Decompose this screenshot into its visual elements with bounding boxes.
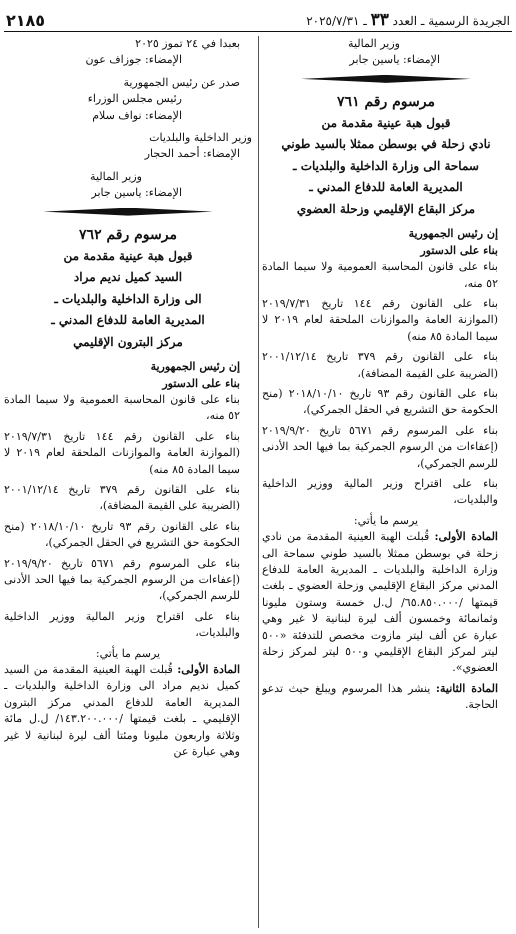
signature-yassin-jaber: الإمضاء: ياسين جابر	[349, 53, 440, 67]
decree-761-recital: بناء على القانون رقم ١٤٤ تاريخ ٢٠١٩/٧/٣١ (الموازنة العامة والموازنات الملحقة لعام ٢٠١٩ لا سيما المادة ٨٥ منه)	[262, 296, 498, 343]
article-1-label: المادة الأولى:	[177, 663, 240, 677]
decree-761-subject-line: نادي زحلة في بوسطن ممثلا بالسيد طوني	[281, 137, 491, 152]
decree-762-constitution: بناء على الدستور	[162, 376, 240, 390]
decree-761-recital: بناء على اقتراح وزير المالية ووزير الداخلية والبلديات،	[262, 477, 498, 507]
minister-finance-title: وزير المالية	[90, 169, 142, 183]
decree-761-subject-line: المديرية العامة للدفاع المدني ـ	[309, 180, 463, 195]
decree-762-subject-line: السيد كميل نديم مراد	[73, 270, 183, 285]
decree-762-article-1	[4, 662, 252, 760]
column-divider	[258, 36, 259, 928]
signature-joseph-aoun: الإمضاء: جوزاف عون	[85, 53, 182, 67]
decree-762-president: إن رئيس الجمهورية	[150, 360, 240, 374]
issue-date: ـ ٢٠٢٥/٧/٣١	[306, 14, 367, 28]
header-rule	[4, 31, 512, 32]
signature-yassin-jaber: الإمضاء: ياسين جابر	[91, 186, 182, 200]
decree-762-subject-line: الى وزارة الداخلية والبلديات ـ	[54, 291, 202, 306]
signature-nawaf-salam: الإمضاء: نواف سلام	[92, 108, 182, 122]
section-divider-ornament	[301, 75, 471, 83]
prime-minister-title: رئيس مجلس الوزراء	[87, 92, 182, 106]
decree-761-subject-line: قبول هبة عينية مقدمة من	[321, 115, 451, 130]
article-1-text: قُبلت الهبة العينية المقدمة من نادي زحلة في بوسطن ممثلا بالسيد طوني سماحة الى وزارة الداخلية والبلديات ـ المديرية العامة للدفاع المدني مركز البقاع الإقليمي وزحلة العضوي ـ بلغت قيمتها /٦٥.٨٥٠.٠٠٠/ ل.ل خمسة وستون مليونا وثمانمائة وخمسون ألف ليرة لبنانية لا غير وهي عبارة عن ألف ليتر مازوت مخصص للتدفئة «٥٠٠ ليتر لمركز البقاع الإقليمي و٥٠٠ ليتر لمركز زحلة العضوي».	[262, 530, 498, 675]
journal-masthead	[306, 10, 510, 30]
place-date: بعبدا في ٢٤ تموز ٢٠٢٥	[135, 37, 240, 50]
minister-finance-title: وزير المالية	[348, 37, 400, 50]
decree-761-constitution: بناء على الدستور	[420, 243, 498, 257]
decree-762-subject-line: المديرية العامة للدفاع المدني ـ	[51, 313, 205, 328]
article-1-text: قُبلت الهبة العينية المقدمة من السيد كميل نديم مراد الى وزارة الداخلية والبلديات ـ المديرية العامة للدفاع المدني مركز البترون الإقليمي ـ بلغت قيمتها /١٤٣.٢٠٠.٠٠٠/ ل.ل مائة وثلاثة واربعون مليونا ومئتا ألف ليرة لبنانية لا غير وهي عبارة عن	[4, 663, 241, 759]
left-column	[4, 36, 252, 926]
decree-762-subject-line: مركز البترون الإقليمي	[73, 334, 183, 349]
article-2-text: ينشر هذا المرسوم ويبلغ حيث تدعو الحاجة.	[262, 681, 498, 712]
page-header	[6, 4, 510, 30]
decree-762-recital: بناء على اقتراح وزير المالية ووزير الداخلية والبلديات،	[4, 609, 240, 640]
issued-by-president: صدر عن رئيس الجمهورية	[123, 75, 240, 89]
decree-761-decrees-following: يرسم ما يأتي:	[353, 513, 419, 527]
decree-761-recital: بناء على قانون المحاسبة العمومية ولا سيما المادة ٥٢ منه،	[262, 260, 498, 290]
decree-761-recital: بناء على القانون رقم ٩٣ تاريخ ٢٠١٨/١٠/١٠ (منح الحكومة حق التشريع في الحقل الجمركي)،	[262, 386, 498, 417]
issue-number: ٣٣	[370, 10, 389, 30]
decree-762-recital: بناء على القانون رقم ٩٣ تاريخ ٢٠١٨/١٠/١٠ (منح الحكومة حق التشريع في الحقل الجمركي)،	[4, 519, 240, 550]
decree-761-recital: بناء على القانون رقم ٣٧٩ تاريخ ٢٠٠١/١٢/١٤ (الضريبة على القيمة المضافة)،	[262, 350, 498, 380]
decree-762-recital: بناء على قانون المحاسبة العمومية ولا سيما المادة ٥٢ منه،	[4, 392, 240, 423]
decree-762-recital: بناء على المرسوم رقم ٥٦٧١ تاريخ ٢٠١٩/٩/٢٠ (إعفاءات من الرسوم الجمركية بما فيها الحد الأدنى للرسم الجمركي)،	[4, 556, 240, 603]
decree-761-title: مرسوم رقم ٧٦١	[337, 93, 435, 110]
decree-762-decrees-following: يرسم ما يأتي:	[95, 646, 161, 660]
decree-762-title: مرسوم رقم ٧٦٢	[79, 226, 177, 243]
page-number: ٢١٨٥	[6, 11, 46, 30]
decree-762-recital: بناء على القانون رقم ٣٧٩ تاريخ ٢٠٠١/١٢/١٤ (الضريبة على القيمة المضافة)،	[4, 483, 240, 513]
decree-761-article-2	[262, 681, 510, 714]
decree-762-subject-line: قبول هبة عينية مقدمة من	[63, 248, 193, 263]
minister-interior-title: وزير الداخلية والبلديات	[149, 131, 252, 145]
decree-761-subject-line: مركز البقاع الإقليمي وزحلة العضوي	[296, 201, 476, 216]
decree-761-president: إن رئيس الجمهورية	[408, 227, 498, 241]
article-2-label: المادة الثانية:	[435, 681, 498, 695]
decree-762-recital: بناء على القانون رقم ١٤٤ تاريخ ٢٠١٩/٧/٣١ (الموازنة العامة والموازنات الملحقة لعام ٢٠١٩ لا سيما المادة ٨٥ منه)	[4, 429, 240, 476]
right-column	[262, 36, 510, 926]
decree-761-article-1	[262, 529, 510, 677]
article-1-label: المادة الأولى:	[434, 530, 498, 544]
signature-ahmad-hajjar: الإمضاء: أحمد الحجار	[144, 147, 240, 161]
journal-title: الجريدة الرسمية ـ العدد	[392, 14, 510, 28]
decree-761-subject-line: سماحة الى وزارة الداخلية والبلديات ـ	[293, 158, 479, 173]
section-divider-ornament	[43, 208, 213, 216]
decree-761-recital: بناء على المرسوم رقم ٥٦٧١ تاريخ ٢٠١٩/٩/٢٠ (إعفاءات من الرسوم الجمركية بما فيها الحد الأدنى للرسم الجمركي)،	[262, 423, 498, 470]
